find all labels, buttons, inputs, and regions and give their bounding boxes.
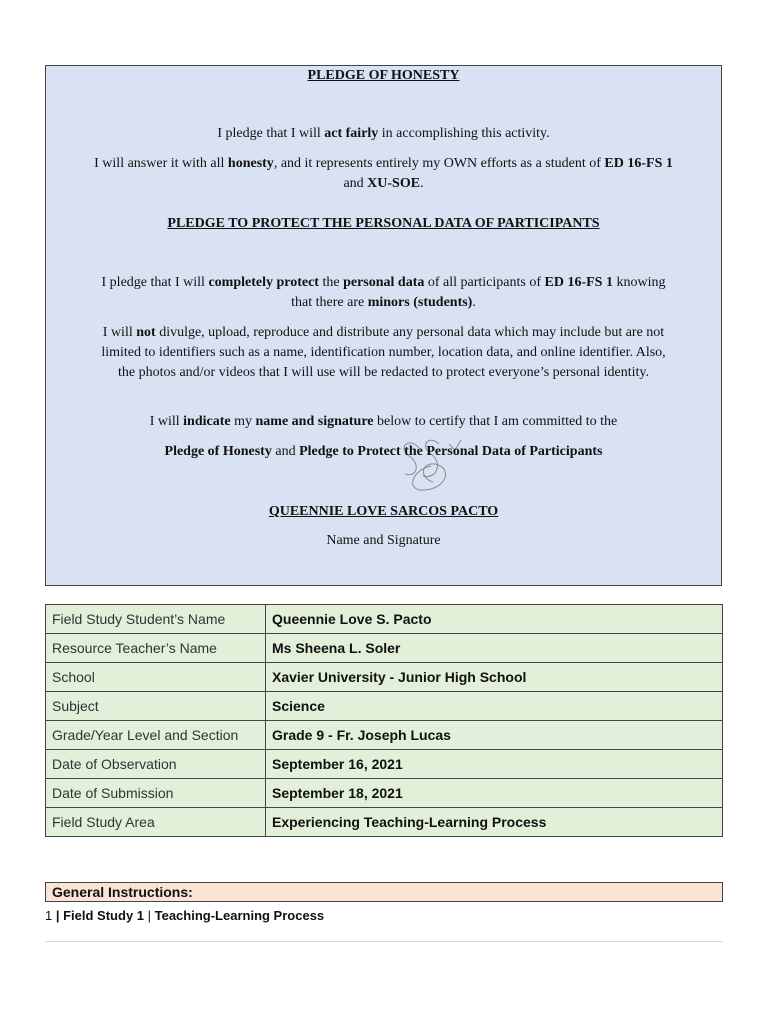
row-value: Ms Sheena L. Soler <box>266 634 723 663</box>
signer-caption: Name and Signature <box>326 533 441 548</box>
page-number: 1 <box>45 908 53 923</box>
table-row <box>46 750 723 779</box>
table-row <box>46 808 723 837</box>
pledge-paragraph-5: I will indicate my name and signature below to certify that I am committed to the <box>149 414 618 429</box>
row-label: Resource Teacher’s Name <box>46 634 266 663</box>
row-value: Queennie Love S. Pacto <box>266 605 723 634</box>
pledge-paragraph-2: I will answer it with all honesty, and it represents entirely my OWN efforts as a student of ED 16-FS 1 <box>94 156 673 171</box>
pledge-paragraph-2-cont: and XU-SOE. <box>343 176 424 191</box>
footer-title: Teaching-Learning Process <box>154 908 325 923</box>
row-value: Science <box>266 692 723 721</box>
table-row <box>46 692 723 721</box>
handwritten-signature <box>391 428 481 498</box>
pledge-of-honesty-heading: PLEDGE OF HONESTY <box>307 68 460 83</box>
signer-name: QUEENNIE LOVE SARCOS PACTO <box>268 504 499 519</box>
table-row <box>46 721 723 750</box>
data-privacy-heading: PLEDGE TO PROTECT THE PERSONAL DATA OF PARTICIPANTS <box>167 216 600 231</box>
pledge-paragraph-4-line3: the photos and/or videos that I will use will be redacted to protect everyone’s personal identity. <box>118 365 649 380</box>
row-value: September 18, 2021 <box>266 779 723 808</box>
row-label: Subject <box>46 692 266 721</box>
pledge-paragraph-3-cont: that there are minors (students). <box>291 295 476 310</box>
pledge-paragraph-4-line2: limited to identifiers such as a name, identification number, location data, and online identifier. Also, <box>101 345 666 360</box>
row-label: Date of Observation <box>46 750 266 779</box>
pledge-paragraph-1: I pledge that I will act fairly in accomplishing this activity. <box>217 126 550 141</box>
row-label: School <box>46 663 266 692</box>
table-row <box>46 634 723 663</box>
row-label: Field Study Area <box>46 808 266 837</box>
page-footer: 1 | Field Study 1 | Teaching-Learning Process <box>45 908 325 923</box>
pledge-paragraph-6: Pledge of Honesty and Pledge to Protect the Personal Data of Participants <box>164 444 603 459</box>
row-value: Experiencing Teaching-Learning Process <box>266 808 723 837</box>
table-row <box>46 779 723 808</box>
row-value: Xavier University - Junior High School <box>266 663 723 692</box>
table-row <box>46 605 723 634</box>
footer-divider <box>45 941 723 942</box>
pledge-paragraph-3: I pledge that I will completely protect the personal data of all participants of ED 16-FS 1 knowing <box>101 275 666 290</box>
row-label: Grade/Year Level and Section <box>46 721 266 750</box>
field-study-info-table <box>45 604 723 837</box>
footer-course: Field Study 1 <box>63 908 145 923</box>
row-label: Field Study Student’s Name <box>46 605 266 634</box>
general-instructions-header: General Instructions: <box>45 882 723 902</box>
pledge-box <box>45 65 722 586</box>
row-label: Date of Submission <box>46 779 266 808</box>
row-value: Grade 9 - Fr. Joseph Lucas <box>266 721 723 750</box>
table-row <box>46 663 723 692</box>
row-value: September 16, 2021 <box>266 750 723 779</box>
pledge-paragraph-4: I will not divulge, upload, reproduce and distribute any personal data which may include but are not <box>102 325 665 340</box>
